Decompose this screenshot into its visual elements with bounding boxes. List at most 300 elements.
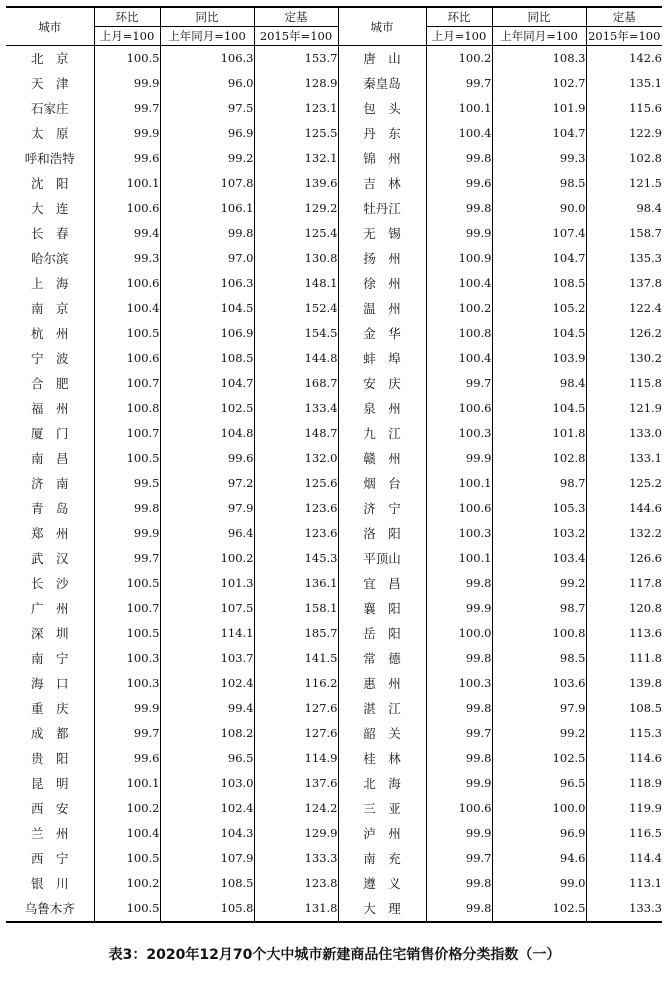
city-name-right: 洛 阳 <box>338 521 426 546</box>
table-row <box>6 146 662 171</box>
table-row <box>6 196 662 221</box>
table-row <box>6 421 662 446</box>
mom-value-right: 100.1 <box>426 96 492 121</box>
base-value-left: 129.9 <box>254 821 338 846</box>
table-row <box>6 246 662 271</box>
table-row <box>6 796 662 821</box>
yoy-value-left: 102.5 <box>160 396 254 421</box>
base-value-left: 127.6 <box>254 696 338 721</box>
yoy-value-left: 96.5 <box>160 746 254 771</box>
table-row <box>6 571 662 596</box>
yoy-value-left: 108.5 <box>160 871 254 896</box>
mom-value-left: 100.3 <box>94 671 160 696</box>
city-name-right: 三 亚 <box>338 796 426 821</box>
mom-value-left: 99.5 <box>94 471 160 496</box>
yoy-value-left: 103.7 <box>160 646 254 671</box>
base-value-left: 125.4 <box>254 221 338 246</box>
base-value-left: 152.4 <box>254 296 338 321</box>
mom-value-left: 100.7 <box>94 421 160 446</box>
mom-value-right: 99.9 <box>426 446 492 471</box>
base-value-right: 132.2 <box>586 521 662 546</box>
city-name-right: 平顶山 <box>338 546 426 571</box>
city-name-right: 湛 江 <box>338 696 426 721</box>
mom-value-right: 99.9 <box>426 221 492 246</box>
yoy-value-left: 99.2 <box>160 146 254 171</box>
yoy-value-right: 107.4 <box>492 221 586 246</box>
base-value-left: 133.4 <box>254 396 338 421</box>
city-name-left: 银 川 <box>30 876 69 891</box>
table-body <box>6 46 662 923</box>
base-value-right: 115.3 <box>586 721 662 746</box>
city-name-left: 贵 阳 <box>30 751 69 766</box>
city-name-right: 九 江 <box>338 421 426 446</box>
base-value-left: 128.9 <box>254 71 338 96</box>
city-name-left: 南 京 <box>30 301 69 316</box>
mom-value-right: 99.8 <box>426 696 492 721</box>
mom-value-left: 99.9 <box>94 696 160 721</box>
yoy-value-left: 105.8 <box>160 896 254 922</box>
yoy-value-left: 107.8 <box>160 171 254 196</box>
subheader-base-left: 2015年=100 <box>254 27 338 46</box>
city-name-left: 北 京 <box>30 51 69 66</box>
city-name-right: 温 州 <box>338 296 426 321</box>
table-header <box>6 7 662 46</box>
base-value-left: 125.6 <box>254 471 338 496</box>
table-row <box>6 546 662 571</box>
base-value-right: 133.3 <box>586 896 662 922</box>
yoy-value-right: 98.5 <box>492 646 586 671</box>
table-row <box>6 321 662 346</box>
mom-value-left: 99.8 <box>94 496 160 521</box>
subheader-base-right: 2015年=100 <box>586 27 662 46</box>
yoy-value-right: 98.7 <box>492 471 586 496</box>
table-row <box>6 396 662 421</box>
table-row <box>6 671 662 696</box>
base-value-left: 127.6 <box>254 721 338 746</box>
base-value-right: 121.5 <box>586 171 662 196</box>
base-value-left: 124.2 <box>254 796 338 821</box>
city-name-left: 郑 州 <box>30 526 69 541</box>
yoy-value-left: 108.2 <box>160 721 254 746</box>
yoy-value-left: 103.0 <box>160 771 254 796</box>
city-name-left: 厦 门 <box>30 426 69 441</box>
table-row <box>6 696 662 721</box>
city-name-right: 包 头 <box>338 96 426 121</box>
yoy-value-right: 98.4 <box>492 371 586 396</box>
base-value-left: 153.7 <box>254 46 338 72</box>
base-value-right: 113.6 <box>586 621 662 646</box>
yoy-value-left: 96.4 <box>160 521 254 546</box>
table-row <box>6 446 662 471</box>
yoy-value-right: 102.7 <box>492 71 586 96</box>
base-value-right: 114.6 <box>586 746 662 771</box>
city-name-right: 安 庆 <box>338 371 426 396</box>
base-value-right: 115.8 <box>586 371 662 396</box>
base-value-right: 125.2 <box>586 471 662 496</box>
mom-value-right: 99.7 <box>426 721 492 746</box>
mom-value-left: 99.7 <box>94 96 160 121</box>
mom-value-right: 100.8 <box>426 321 492 346</box>
city-name-left: 天 津 <box>30 76 69 91</box>
base-value-left: 129.2 <box>254 196 338 221</box>
yoy-value-right: 102.8 <box>492 446 586 471</box>
mom-value-left: 100.6 <box>94 196 160 221</box>
city-name-left: 重 庆 <box>30 701 69 716</box>
mom-value-left: 100.5 <box>94 46 160 72</box>
base-value-right: 122.9 <box>586 121 662 146</box>
yoy-value-left: 107.9 <box>160 846 254 871</box>
base-value-right: 135.3 <box>586 246 662 271</box>
city-name-left: 成 都 <box>30 726 69 741</box>
city-name-right: 遵 义 <box>338 871 426 896</box>
yoy-value-right: 99.0 <box>492 871 586 896</box>
city-name-right: 北 海 <box>338 771 426 796</box>
mom-value-right: 100.9 <box>426 246 492 271</box>
mom-value-left: 99.7 <box>94 546 160 571</box>
base-value-right: 108.5 <box>586 696 662 721</box>
base-value-left: 145.3 <box>254 546 338 571</box>
yoy-value-right: 102.5 <box>492 746 586 771</box>
base-value-left: 125.5 <box>254 121 338 146</box>
city-name-right: 金 华 <box>338 321 426 346</box>
base-value-left: 133.3 <box>254 846 338 871</box>
yoy-value-left: 99.8 <box>160 221 254 246</box>
mom-value-right: 100.6 <box>426 496 492 521</box>
mom-value-right: 99.7 <box>426 371 492 396</box>
yoy-value-left: 100.2 <box>160 546 254 571</box>
city-name-right: 秦皇岛 <box>338 71 426 96</box>
yoy-value-left: 104.8 <box>160 421 254 446</box>
yoy-value-right: 104.7 <box>492 121 586 146</box>
city-name-right: 锦 州 <box>338 146 426 171</box>
city-name-left: 杭 州 <box>30 326 69 341</box>
city-name-left: 石家庄 <box>30 101 69 116</box>
table-row <box>6 896 662 922</box>
city-name-left: 青 岛 <box>30 501 69 516</box>
yoy-value-right: 98.7 <box>492 596 586 621</box>
yoy-value-left: 114.1 <box>160 621 254 646</box>
table-row <box>6 646 662 671</box>
city-name-right: 大 理 <box>338 896 426 922</box>
city-name-left: 福 州 <box>30 401 69 416</box>
table-row <box>6 296 662 321</box>
city-name-left: 太 原 <box>30 126 69 141</box>
city-name-left: 海 口 <box>30 676 69 691</box>
mom-value-left: 100.2 <box>94 871 160 896</box>
yoy-value-left: 101.3 <box>160 571 254 596</box>
mom-value-left: 99.9 <box>94 121 160 146</box>
city-name-right: 唐 山 <box>338 46 426 72</box>
city-name-right: 徐 州 <box>338 271 426 296</box>
base-value-left: 136.1 <box>254 571 338 596</box>
yoy-value-right: 99.2 <box>492 721 586 746</box>
yoy-value-left: 97.5 <box>160 96 254 121</box>
mom-value-right: 99.8 <box>426 896 492 922</box>
base-value-left: 141.5 <box>254 646 338 671</box>
base-value-right: 144.6 <box>586 496 662 521</box>
base-value-right: 139.8 <box>586 671 662 696</box>
city-name-right: 泸 州 <box>338 821 426 846</box>
base-value-left: 114.9 <box>254 746 338 771</box>
base-value-right: 142.6 <box>586 46 662 72</box>
yoy-value-right: 104.5 <box>492 396 586 421</box>
yoy-value-right: 99.2 <box>492 571 586 596</box>
base-value-left: 123.8 <box>254 871 338 896</box>
yoy-value-right: 96.9 <box>492 821 586 846</box>
city-name-left: 济 南 <box>30 476 69 491</box>
mom-value-right: 100.3 <box>426 421 492 446</box>
table-caption: 表3：2020年12月70个大中城市新建商品住宅销售价格分类指数（一） <box>108 947 561 963</box>
mom-value-right: 99.9 <box>426 771 492 796</box>
yoy-value-right: 102.5 <box>492 896 586 922</box>
table-row <box>6 521 662 546</box>
base-value-right: 120.8 <box>586 596 662 621</box>
base-value-left: 123.6 <box>254 521 338 546</box>
city-name-left: 昆 明 <box>30 776 69 791</box>
header-city-left: 城市 <box>6 7 94 46</box>
mom-value-right: 100.2 <box>426 296 492 321</box>
city-name-right: 桂 林 <box>338 746 426 771</box>
yoy-value-right: 96.5 <box>492 771 586 796</box>
city-name-left: 沈 阳 <box>30 176 69 191</box>
mom-value-left: 99.9 <box>94 71 160 96</box>
mom-value-right: 100.1 <box>426 546 492 571</box>
mom-value-left: 100.5 <box>94 571 160 596</box>
header-base-left: 定基 <box>254 7 338 27</box>
base-value-left: 148.1 <box>254 271 338 296</box>
yoy-value-left: 102.4 <box>160 796 254 821</box>
mom-value-left: 100.5 <box>94 446 160 471</box>
yoy-value-right: 103.2 <box>492 521 586 546</box>
mom-value-right: 99.7 <box>426 71 492 96</box>
yoy-value-right: 103.4 <box>492 546 586 571</box>
yoy-value-left: 106.3 <box>160 271 254 296</box>
yoy-value-right: 105.2 <box>492 296 586 321</box>
base-value-left: 123.1 <box>254 96 338 121</box>
mom-value-right: 99.8 <box>426 746 492 771</box>
base-value-left: 139.6 <box>254 171 338 196</box>
subheader-yoy-right: 上年同月=100 <box>492 27 586 46</box>
table-row <box>6 496 662 521</box>
yoy-value-left: 106.1 <box>160 196 254 221</box>
mom-value-right: 100.6 <box>426 796 492 821</box>
table-row <box>6 471 662 496</box>
table-row <box>6 371 662 396</box>
yoy-value-right: 100.8 <box>492 621 586 646</box>
base-value-right: 119.9 <box>586 796 662 821</box>
table-row <box>6 171 662 196</box>
yoy-value-left: 104.7 <box>160 371 254 396</box>
city-name-right: 烟 台 <box>338 471 426 496</box>
base-value-right: 98.4 <box>586 196 662 221</box>
mom-value-right: 99.6 <box>426 171 492 196</box>
table-row <box>6 596 662 621</box>
mom-value-left: 99.3 <box>94 246 160 271</box>
city-name-left: 南 昌 <box>30 451 69 466</box>
city-name-left: 呼和浩特 <box>24 151 75 166</box>
base-value-right: 114.4 <box>586 846 662 871</box>
base-value-right: 117.8 <box>586 571 662 596</box>
mom-value-right: 99.8 <box>426 646 492 671</box>
header-mom-left: 环比 <box>94 7 160 27</box>
table-row <box>6 271 662 296</box>
base-value-left: 131.8 <box>254 896 338 922</box>
city-name-right: 扬 州 <box>338 246 426 271</box>
city-name-left: 南 宁 <box>30 651 69 666</box>
yoy-value-right: 99.3 <box>492 146 586 171</box>
yoy-value-right: 108.5 <box>492 271 586 296</box>
city-name-left: 宁 波 <box>30 351 69 366</box>
yoy-value-right: 97.9 <box>492 696 586 721</box>
yoy-value-right: 98.5 <box>492 171 586 196</box>
base-value-right: 133.0 <box>586 421 662 446</box>
header-yoy-right: 同比 <box>492 7 586 27</box>
city-name-left: 广 州 <box>30 601 69 616</box>
table-row <box>6 721 662 746</box>
mom-value-right: 99.8 <box>426 571 492 596</box>
city-name-right: 牡丹江 <box>338 196 426 221</box>
city-name-left: 深 圳 <box>30 626 69 641</box>
city-name-right: 济 宁 <box>338 496 426 521</box>
mom-value-right: 100.4 <box>426 121 492 146</box>
base-value-right: 121.9 <box>586 396 662 421</box>
base-value-right: 126.6 <box>586 546 662 571</box>
subheader-mom-right: 上月=100 <box>426 27 492 46</box>
yoy-value-left: 104.5 <box>160 296 254 321</box>
base-value-right: 135.1 <box>586 71 662 96</box>
base-value-left: 132.0 <box>254 446 338 471</box>
table-row <box>6 821 662 846</box>
city-name-right: 岳 阳 <box>338 621 426 646</box>
mom-value-left: 99.6 <box>94 146 160 171</box>
base-value-right: 111.8 <box>586 646 662 671</box>
base-value-right: 130.2 <box>586 346 662 371</box>
subheader-yoy-left: 上年同月=100 <box>160 27 254 46</box>
city-name-right: 襄 阳 <box>338 596 426 621</box>
yoy-value-left: 108.5 <box>160 346 254 371</box>
base-value-left: 168.7 <box>254 371 338 396</box>
mom-value-left: 100.1 <box>94 771 160 796</box>
yoy-value-left: 97.2 <box>160 471 254 496</box>
mom-value-left: 100.5 <box>94 621 160 646</box>
subheader-mom-left: 上月=100 <box>94 27 160 46</box>
base-value-right: 158.7 <box>586 221 662 246</box>
yoy-value-left: 106.3 <box>160 46 254 72</box>
yoy-value-right: 104.5 <box>492 321 586 346</box>
yoy-value-left: 104.3 <box>160 821 254 846</box>
yoy-value-left: 96.9 <box>160 121 254 146</box>
table-row <box>6 221 662 246</box>
base-value-left: 137.6 <box>254 771 338 796</box>
base-value-right: 133.1 <box>586 446 662 471</box>
table-row <box>6 846 662 871</box>
base-value-right: 122.4 <box>586 296 662 321</box>
yoy-value-right: 103.9 <box>492 346 586 371</box>
mom-value-right: 100.0 <box>426 621 492 646</box>
header-yoy-left: 同比 <box>160 7 254 27</box>
mom-value-left: 100.5 <box>94 321 160 346</box>
mom-value-left: 100.7 <box>94 371 160 396</box>
mom-value-right: 100.4 <box>426 346 492 371</box>
yoy-value-right: 100.0 <box>492 796 586 821</box>
base-value-left: 123.6 <box>254 496 338 521</box>
base-value-left: 144.8 <box>254 346 338 371</box>
city-name-left: 合 肥 <box>30 376 69 391</box>
city-name-right: 宜 昌 <box>338 571 426 596</box>
city-name-left: 大 连 <box>30 201 69 216</box>
city-name-left: 西 安 <box>30 801 69 816</box>
mom-value-left: 100.4 <box>94 821 160 846</box>
mom-value-left: 100.7 <box>94 596 160 621</box>
city-name-right: 蚌 埠 <box>338 346 426 371</box>
mom-value-left: 100.6 <box>94 346 160 371</box>
base-value-left: 185.7 <box>254 621 338 646</box>
city-name-right: 惠 州 <box>338 671 426 696</box>
base-value-right: 116.5 <box>586 821 662 846</box>
table-row <box>6 746 662 771</box>
mom-value-left: 100.8 <box>94 396 160 421</box>
yoy-value-left: 97.9 <box>160 496 254 521</box>
base-value-right: 137.8 <box>586 271 662 296</box>
base-value-left: 116.2 <box>254 671 338 696</box>
yoy-value-left: 107.5 <box>160 596 254 621</box>
mom-value-right: 99.8 <box>426 146 492 171</box>
mom-value-left: 100.3 <box>94 646 160 671</box>
city-name-right: 丹 东 <box>338 121 426 146</box>
mom-value-right: 100.3 <box>426 671 492 696</box>
mom-value-left: 100.5 <box>94 896 160 922</box>
base-value-right: 113.1 <box>586 871 662 896</box>
table-row <box>6 121 662 146</box>
mom-value-left: 99.7 <box>94 721 160 746</box>
base-value-left: 130.8 <box>254 246 338 271</box>
city-name-left: 乌鲁木齐 <box>6 896 94 922</box>
city-name-left: 长 春 <box>30 226 69 241</box>
mom-value-left: 99.9 <box>94 521 160 546</box>
city-name-right: 泉 州 <box>338 396 426 421</box>
mom-value-left: 99.4 <box>94 221 160 246</box>
base-value-left: 158.1 <box>254 596 338 621</box>
base-value-right: 118.9 <box>586 771 662 796</box>
mom-value-right: 100.6 <box>426 396 492 421</box>
city-name-left: 武 汉 <box>30 551 69 566</box>
mom-value-right: 99.9 <box>426 596 492 621</box>
city-name-left: 哈尔滨 <box>30 251 69 266</box>
base-value-right: 126.2 <box>586 321 662 346</box>
yoy-value-right: 101.9 <box>492 96 586 121</box>
mom-value-left: 100.5 <box>94 846 160 871</box>
yoy-value-right: 90.0 <box>492 196 586 221</box>
yoy-value-right: 105.3 <box>492 496 586 521</box>
table-row <box>6 771 662 796</box>
yoy-value-left: 106.9 <box>160 321 254 346</box>
city-name-left: 上 海 <box>30 276 69 291</box>
table-row <box>6 621 662 646</box>
yoy-value-left: 99.4 <box>160 696 254 721</box>
mom-value-right: 99.7 <box>426 846 492 871</box>
yoy-value-right: 104.7 <box>492 246 586 271</box>
base-value-left: 132.1 <box>254 146 338 171</box>
base-value-right: 102.8 <box>586 146 662 171</box>
table-row <box>6 46 662 72</box>
mom-value-right: 99.9 <box>426 821 492 846</box>
mom-value-right: 100.1 <box>426 471 492 496</box>
header-city-right: 城市 <box>338 7 426 46</box>
mom-value-left: 100.1 <box>94 171 160 196</box>
yoy-value-right: 101.8 <box>492 421 586 446</box>
city-name-right: 吉 林 <box>338 171 426 196</box>
city-name-right: 赣 州 <box>338 446 426 471</box>
